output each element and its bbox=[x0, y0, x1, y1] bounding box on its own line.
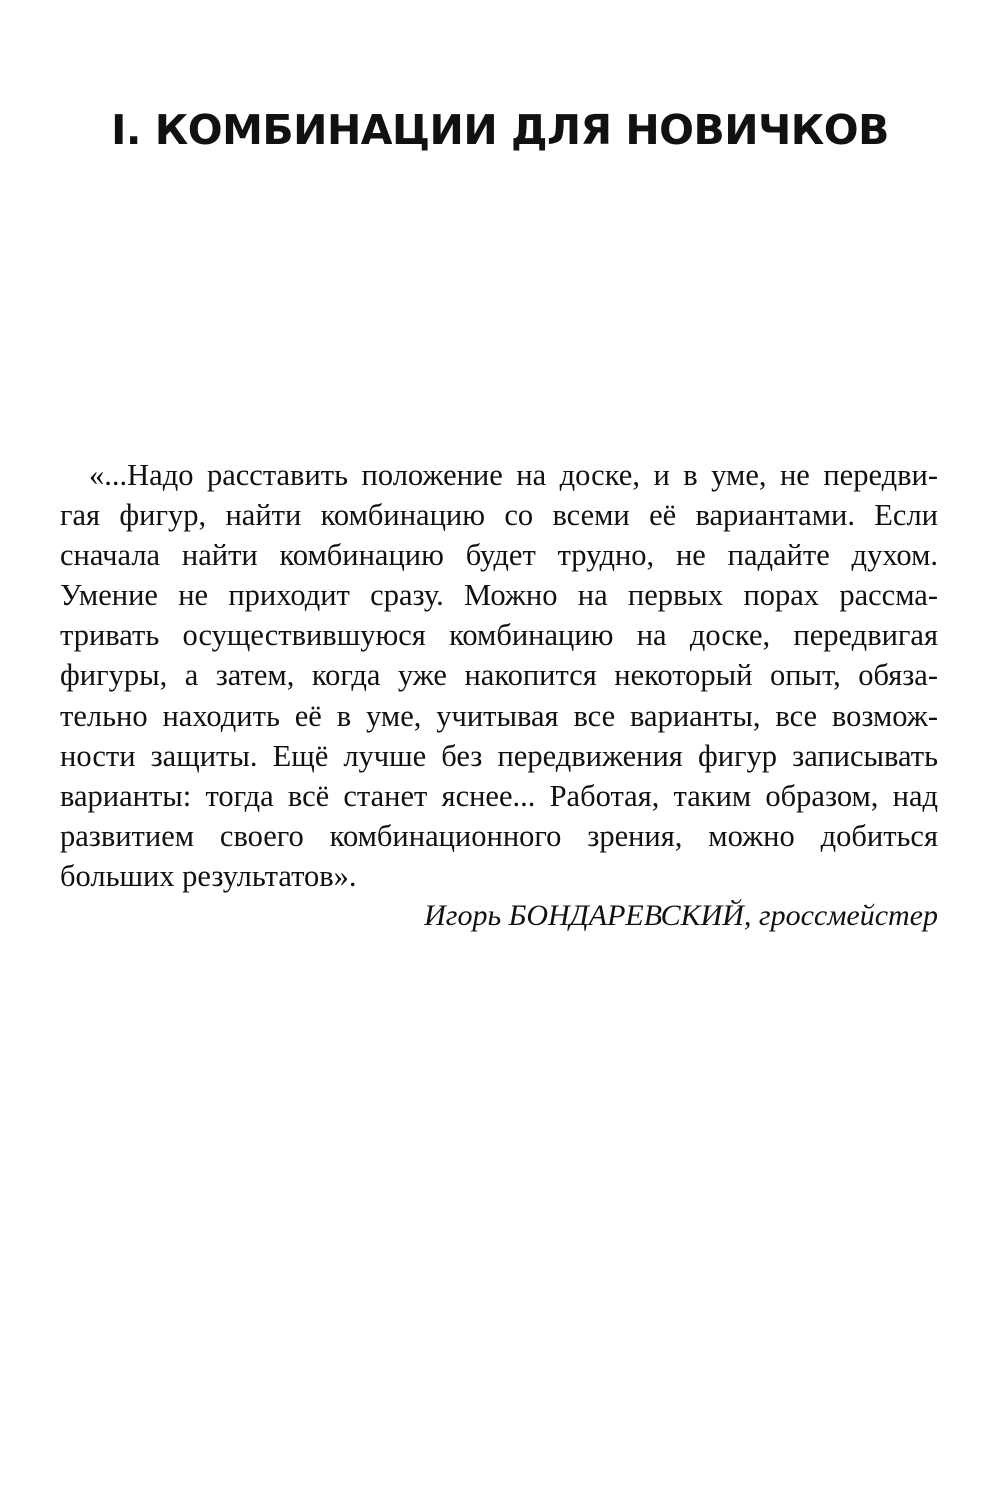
epigraph-line: больших результатов». bbox=[60, 858, 357, 893]
epigraph-line: «...Надо расставить положение на доске, и в уме, не передви- bbox=[89, 458, 938, 492]
epigraph-line: фигуры, а затем, когда уже накопится некоторый опыт, обяза- bbox=[60, 658, 938, 693]
epigraph-line: ности защиты. Ещё лучше без передвижения фигур записывать bbox=[60, 738, 938, 773]
epigraph-line: Умение не приходит сразу. Можно на первых порах рассма- bbox=[60, 578, 938, 613]
epigraph-line: тельно находить её в уме, учитывая все варианты, все возмож- bbox=[60, 698, 938, 733]
chapter-title: I. КОМБИНАЦИИ ДЛЯ НОВИЧКОВ bbox=[111, 106, 889, 154]
epigraph-line: развитием своего комбинационного зрения, можно добиться bbox=[60, 818, 938, 853]
epigraph-line: сначала найти комбинацию будет трудно, не падайте духом. bbox=[60, 538, 938, 573]
epigraph-line: гая фигур, найти комбинацию со всеми её вариантами. Если bbox=[60, 498, 938, 533]
epigraph-line: варианты: тогда всё станет яснее... Работая, таким образом, над bbox=[60, 778, 938, 813]
epigraph-attribution: Игорь БОНДАРЕВСКИЙ, гроссмейстер bbox=[424, 899, 938, 932]
epigraph-quote bbox=[60, 455, 938, 896]
epigraph-line: тривать осуществившуюся комбинацию на доске, передвигая bbox=[60, 618, 938, 653]
